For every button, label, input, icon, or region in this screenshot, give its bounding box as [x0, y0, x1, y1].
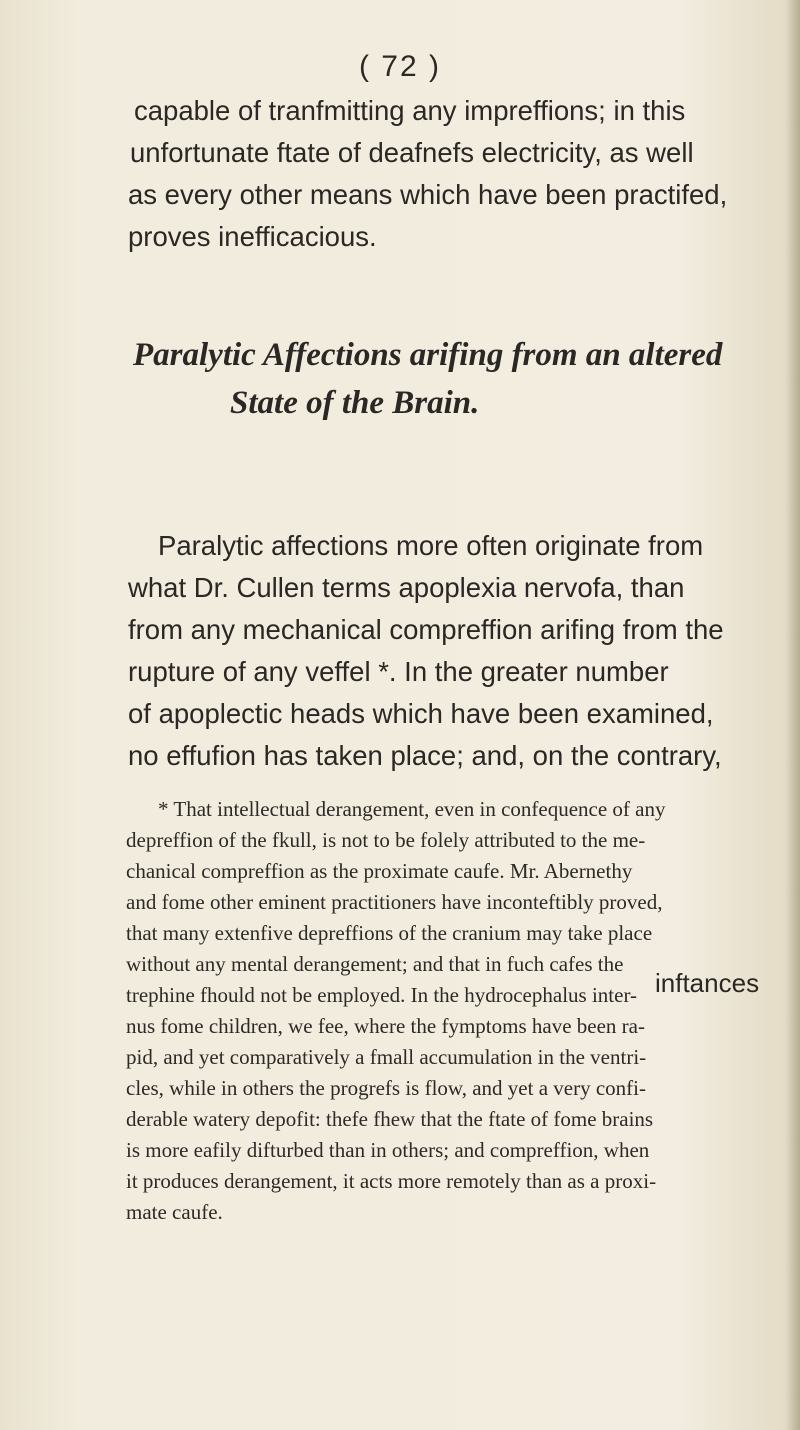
- page-edge-shadow: [786, 0, 800, 1430]
- footnote-line: and fome other eminent practitioners have inconteftibly proved,: [126, 890, 663, 914]
- paragraph-2-line-6: no effufion has taken place; and, on the contrary,: [128, 740, 722, 771]
- paragraph-2-line-5: of apoplectic heads which have been examined,: [128, 698, 714, 729]
- paragraph-1-line-4: proves inefficacious.: [128, 221, 377, 252]
- footnote-line: mate caufe.: [126, 1200, 223, 1224]
- section-heading-line-2: State of the Brain.: [230, 385, 480, 421]
- catchword: inftances: [655, 968, 760, 998]
- footnote-line: depreffion of the fkull, is not to be folely attributed to the me-: [126, 828, 646, 852]
- footnote-line: it produces derangement, it acts more remotely than as a proxi-: [126, 1169, 657, 1193]
- footnote-line: without any mental derangement; and that in fuch cafes the: [126, 952, 624, 976]
- footnote-line: pid, and yet comparatively a fmall accumulation in the ventri-: [126, 1045, 647, 1069]
- paragraph-1-line-3: as every other means which have been practifed,: [128, 179, 728, 210]
- footnote-line: is more eafily difturbed than in others; and compreffion, when: [126, 1138, 650, 1162]
- paragraph-2-line-4: rupture of any veffel *. In the greater number: [128, 656, 669, 687]
- paragraph-2-line-2: what Dr. Cullen terms apoplexia nervofa, than: [128, 572, 685, 603]
- paragraph-2-line-1: Paralytic affections more often originate from: [158, 530, 704, 561]
- footnote-line: chanical compreffion as the proximate caufe. Mr. Abernethy: [126, 859, 633, 883]
- footnote-line: cles, while in others the progrefs is flow, and yet a very confi-: [126, 1076, 646, 1100]
- paragraph-1-line-1: capable of tranfmitting any impreffions; in this: [134, 95, 686, 126]
- paragraph-2-line-3: from any mechanical compreffion arifing from the: [128, 614, 724, 645]
- footnote-line: nus fome children, we fee, where the fymptoms have been ra-: [126, 1014, 645, 1038]
- footnote-line: trephine fhould not be employed. In the hydrocephalus inter-: [126, 983, 638, 1007]
- footnote-line: that many extenfive depreffions of the cranium may take place: [126, 921, 653, 945]
- paragraph-1-line-2: unfortunate ftate of deafnefs electricity, as well: [130, 137, 694, 168]
- page-number-header: ( 72 ): [358, 50, 442, 83]
- footnote-line: * That intellectual derangement, even in confequence of any: [158, 797, 666, 821]
- section-heading-line-1: Paralytic Affections arifing from an altered: [133, 337, 723, 373]
- footnote-line: derable watery depofit: thefe fhew that the ftate of fome brains: [126, 1107, 654, 1131]
